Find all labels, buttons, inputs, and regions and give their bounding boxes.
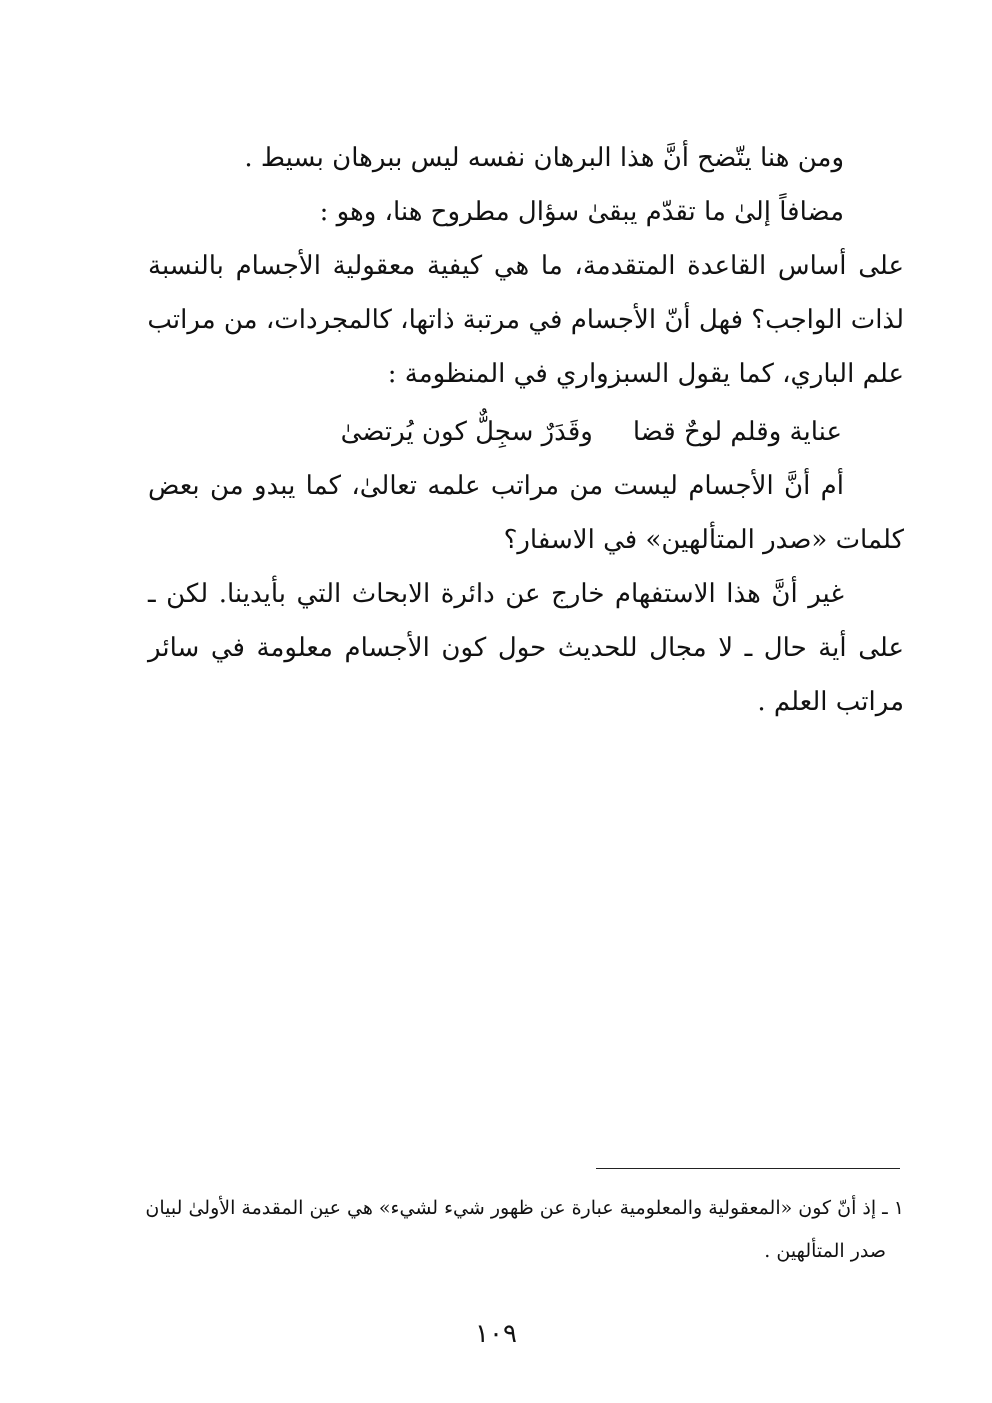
body-line-5: علم الباري، كما يقول السبزواري في المنظومة : (387, 359, 904, 389)
body-line-6: أم أنَّ الأجسام ليست من مراتب علمه تعالىٰ، كما يبدو من بعض (148, 471, 844, 501)
poetry-verse (341, 412, 842, 452)
footnote-line-2: صدر المتألهين . (764, 1240, 886, 1262)
body-line-8: غير أنَّ هذا الاستفهام خارج عن دائرة الابحاث التي بأيدينا. لكن ـ (148, 579, 844, 609)
body-line-9: على أية حال ـ لا مجال للحديث حول كون الأجسام معلومة في سائر (148, 633, 904, 663)
body-line-3: على أساس القاعدة المتقدمة، ما هي كيفية معقولية الأجسام بالنسبة (148, 251, 904, 281)
body-line-2: مضافاً إلىٰ ما تقدّم يبقىٰ سؤال مطروح هنا، وهو : (319, 197, 844, 227)
body-line-7: كلمات «صدر المتألهين» في الاسفار؟ (503, 525, 904, 555)
verse-right-hemistich: عناية وقلم لوحٌ قضا (632, 417, 842, 447)
verse-left-hemistich: وقَدَرٌ سجِلٌّ كون يُرتضىٰ (340, 417, 593, 447)
body-line-1: ومن هنا يتّضح أنَّ هذا البرهان نفسه ليس ببرهان بسيط . (244, 143, 844, 173)
footnote-line-1: ١ ـ إذ أنّ كون «المعقولية والمعلومية عبارة عن ظهور شيء لشيء» هي عين المقدمة الأولىٰ لبيان (145, 1197, 904, 1219)
page-number: ١٠٩ (475, 1319, 517, 1349)
footnote-separator (596, 1168, 900, 1169)
body-line-4: لذات الواجب؟ فهل أنّ الأجسام في مرتبة ذاتها، كالمجردات، من مراتب (147, 305, 904, 335)
body-line-10: مراتب العلم . (757, 687, 904, 717)
